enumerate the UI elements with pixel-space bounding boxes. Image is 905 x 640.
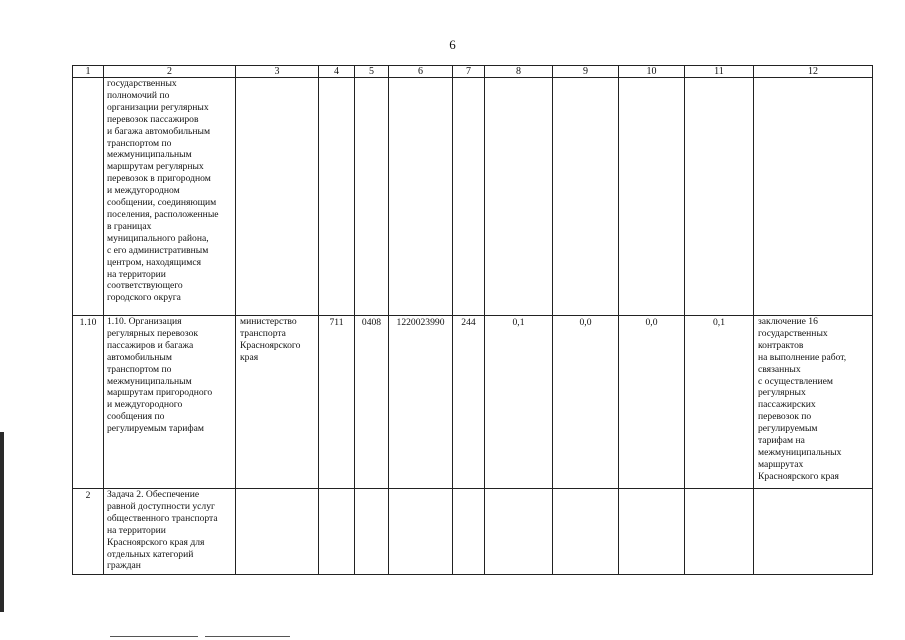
- column-header: 2: [104, 66, 236, 78]
- column-header: 4: [319, 66, 355, 78]
- row-number-cell: [73, 78, 104, 316]
- table-row: [73, 316, 873, 489]
- target-article-cell: 1220023990: [389, 316, 453, 489]
- row-number-cell: 1.10: [73, 316, 104, 489]
- expected-result-cell: [754, 78, 873, 316]
- expense-type-cell: [453, 489, 485, 575]
- grbs-code-cell: 711: [319, 316, 355, 489]
- column-header: 9: [553, 66, 619, 78]
- section-code-cell: 0408: [355, 316, 389, 489]
- value-cell: [553, 78, 619, 316]
- administrator-cell: министерство транспорта Красноярского края: [236, 316, 319, 489]
- value-cell: [685, 78, 754, 316]
- column-header: 12: [754, 66, 873, 78]
- expected-result-cell: [754, 489, 873, 575]
- column-header: 11: [685, 66, 754, 78]
- value-cell: [685, 489, 754, 575]
- table-row: [73, 489, 873, 575]
- activity-name-cell: 1.10. Организация регулярных перевозок пассажиров и багажа автомобильным транспортом по межмуниципальным маршрутам пригородного и междугородного сообщения по регулируемым тарифам: [104, 316, 236, 489]
- value-cell: [619, 489, 685, 575]
- row-number-cell: 2: [73, 489, 104, 575]
- column-header: 10: [619, 66, 685, 78]
- value-cell: 0,0: [619, 316, 685, 489]
- scan-edge-shadow: [0, 432, 4, 612]
- column-header: 1: [73, 66, 104, 78]
- value-cell: [485, 78, 553, 316]
- value-cell: 0,1: [485, 316, 553, 489]
- value-cell: [485, 489, 553, 575]
- column-header: 8: [485, 66, 553, 78]
- column-header: 5: [355, 66, 389, 78]
- column-header: 3: [236, 66, 319, 78]
- administrator-cell: [236, 489, 319, 575]
- page-number: 6: [449, 37, 456, 52]
- budget-table: [72, 65, 873, 575]
- grbs-code-cell: [319, 489, 355, 575]
- target-article-cell: [389, 78, 453, 316]
- column-header: 6: [389, 66, 453, 78]
- table-row: [73, 78, 873, 316]
- section-code-cell: [355, 489, 389, 575]
- value-cell: 0,0: [553, 316, 619, 489]
- grbs-code-cell: [319, 78, 355, 316]
- expense-type-cell: [453, 78, 485, 316]
- expense-type-cell: 244: [453, 316, 485, 489]
- table-header-row: [73, 66, 873, 78]
- administrator-cell: [236, 78, 319, 316]
- target-article-cell: [389, 489, 453, 575]
- section-code-cell: [355, 78, 389, 316]
- expected-result-cell: заключение 16 государственных контрактов на выполнение работ, связанных с осуществлением регулярных пассажирских перевозок по регулируемым тарифам на межмуниципальных маршрутах Красноярского края: [754, 316, 873, 489]
- value-cell: [553, 489, 619, 575]
- value-cell: 0,1: [685, 316, 754, 489]
- column-header: 7: [453, 66, 485, 78]
- value-cell: [619, 78, 685, 316]
- activity-name-cell: Задача 2. Обеспечение равной доступности услуг общественного транспорта на территории Красноярского края для отдельных категорий граждан: [104, 489, 236, 575]
- activity-name-cell: государственных полномочий по организации регулярных перевозок пассажиров и багажа автомобильным транспортом по межмуниципальным маршрутам регулярных перевозок в пригородном и междугородном сообщении, соединяющим поселения, расположенные в границах муниципального района, с его административным центром, находящимся на территории соответствующего городского округа: [104, 78, 236, 316]
